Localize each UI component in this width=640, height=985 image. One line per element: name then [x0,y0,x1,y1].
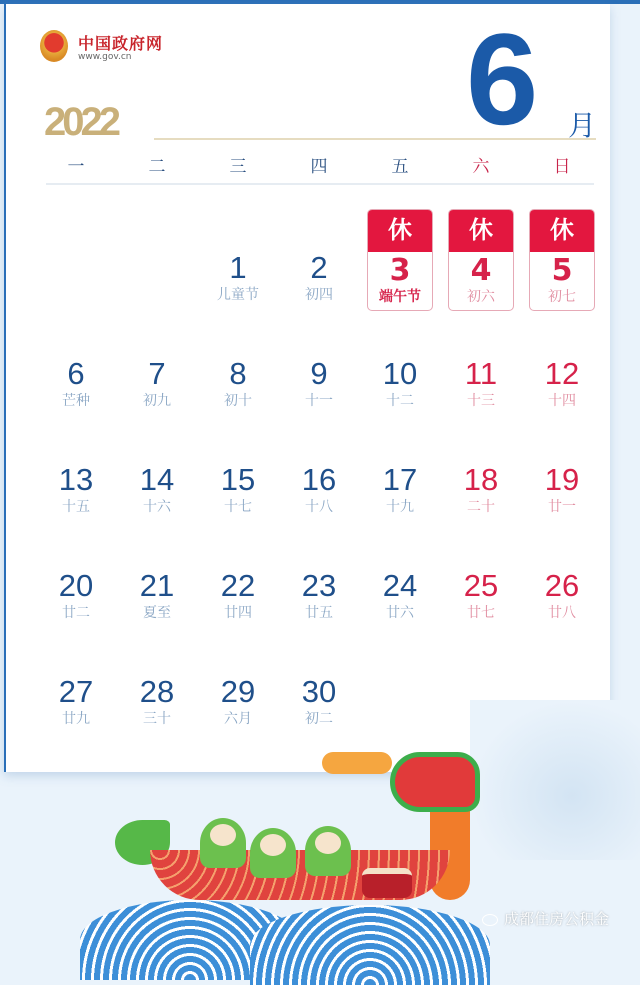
dragon-head-icon [390,752,480,812]
day-cell[interactable] [367,568,433,622]
drum-icon [362,868,412,898]
day-number: 25 [463,568,499,603]
logo-text: 中国政府网 [78,34,164,53]
lunar-date: 廿一 [548,499,576,515]
lunar-date: 初六 [467,289,495,305]
mountain-decoration [470,700,640,860]
month-unit: 月 [568,109,597,142]
weekday-header: 一 [67,157,85,177]
day-number: 4 [470,253,492,288]
lunar-date: 十八 [305,499,333,515]
lunar-date: 初九 [143,393,171,409]
day-cell[interactable] [124,674,190,728]
day-number: 27 [58,674,94,709]
lunar-date: 廿七 [467,605,495,621]
day-cell[interactable] [286,250,352,304]
rest-badge: 休 [368,210,432,252]
lunar-date: 十三 [467,393,495,409]
day-number: 7 [148,356,166,391]
lunar-date: 初四 [305,287,333,303]
lunar-date: 廿九 [62,711,90,727]
lunar-date: 端午节 [379,289,421,305]
weekday-divider [46,183,594,185]
day-number: 8 [229,356,247,391]
watermark-text: 成都住房公积金 [504,910,610,928]
day-number: 5 [551,253,573,288]
lunar-date: 初七 [548,289,576,305]
day-number: 12 [544,356,580,391]
day-cell[interactable] [205,674,271,728]
lunar-date: 廿四 [224,605,252,621]
lunar-date: 初十 [224,393,252,409]
lunar-date: 儿童节 [217,287,259,303]
day-cell[interactable] [43,356,109,410]
day-number: 19 [544,462,580,497]
day-number: 1 [229,250,247,285]
lunar-date: 六月 [224,711,252,727]
day-number: 21 [139,568,175,603]
lunar-date: 二十 [467,499,495,515]
lunar-date: 廿六 [386,605,414,621]
day-number: 9 [310,356,328,391]
day-cell[interactable] [529,356,595,410]
month-number: 6 [466,6,539,152]
logo-url: www.gov.cn [78,52,132,62]
weekday-header: 四 [310,157,328,177]
day-cell[interactable] [367,356,433,410]
day-number: 13 [58,462,94,497]
day-number: 15 [220,462,256,497]
day-cell[interactable] [529,568,595,622]
day-cell[interactable] [448,462,514,516]
day-number: 20 [58,568,94,603]
lunar-date: 三十 [143,711,171,727]
day-cell[interactable] [124,356,190,410]
day-cell[interactable] [286,356,352,410]
day-cell[interactable] [286,674,352,728]
day-number: 26 [544,568,580,603]
day-cell[interactable] [367,462,433,516]
day-number: 22 [220,568,256,603]
national-emblem-icon [40,30,68,62]
lunar-date: 十一 [305,393,333,409]
weekday-header: 三 [229,157,247,177]
day-number: 11 [464,356,498,391]
day-cell[interactable] [286,568,352,622]
lunar-date: 十二 [386,393,414,409]
dragon-horn [322,752,392,774]
watermark [482,908,609,929]
day-cell[interactable] [43,674,109,728]
weekday-header: 日 [553,157,571,177]
day-cell[interactable] [529,462,595,516]
day-number: 10 [382,356,418,391]
lunar-date: 十六 [143,499,171,515]
zongzi-character-icon [305,826,351,876]
day-number: 2 [310,250,328,285]
lunar-date: 十五 [62,499,90,515]
day-number: 3 [389,253,411,288]
lunar-date: 十九 [386,499,414,515]
wechat-icon [482,914,498,926]
day-cell[interactable] [205,356,271,410]
lunar-date: 廿五 [305,605,333,621]
year: 2022 [44,100,117,144]
weekday-header: 六 [472,157,490,177]
day-number: 17 [382,462,418,497]
day-number: 16 [301,462,337,497]
day-number: 23 [301,568,337,603]
day-cell[interactable] [286,462,352,516]
holiday-cell[interactable] [448,209,514,311]
day-cell[interactable] [205,250,271,304]
day-number: 30 [301,674,337,709]
day-cell[interactable] [124,462,190,516]
zongzi-character-icon [250,828,296,878]
holiday-cell[interactable] [367,209,433,311]
day-number: 14 [139,462,175,497]
day-number: 29 [220,674,256,709]
lunar-date: 初二 [305,711,333,727]
day-number: 18 [463,462,499,497]
rest-badge: 休 [449,210,513,252]
lunar-date: 芒种 [62,393,90,409]
day-cell[interactable] [205,462,271,516]
day-number: 24 [382,568,418,603]
lunar-date: 十七 [224,499,252,515]
holiday-cell[interactable] [529,209,595,311]
zongzi-character-icon [200,818,246,868]
day-cell[interactable] [43,568,109,622]
lunar-date: 十四 [548,393,576,409]
day-cell[interactable] [124,568,190,622]
day-number: 6 [67,356,85,391]
weekday-header: 二 [148,157,166,177]
wave-icon [250,905,490,985]
rest-badge: 休 [530,210,594,252]
day-cell[interactable] [205,568,271,622]
day-cell[interactable] [448,568,514,622]
day-cell[interactable] [43,462,109,516]
lunar-date: 夏至 [143,605,171,621]
weekday-header: 五 [391,157,409,177]
lunar-date: 廿二 [62,605,90,621]
day-number: 28 [139,674,175,709]
day-cell[interactable] [448,356,514,410]
lunar-date: 廿八 [548,605,576,621]
